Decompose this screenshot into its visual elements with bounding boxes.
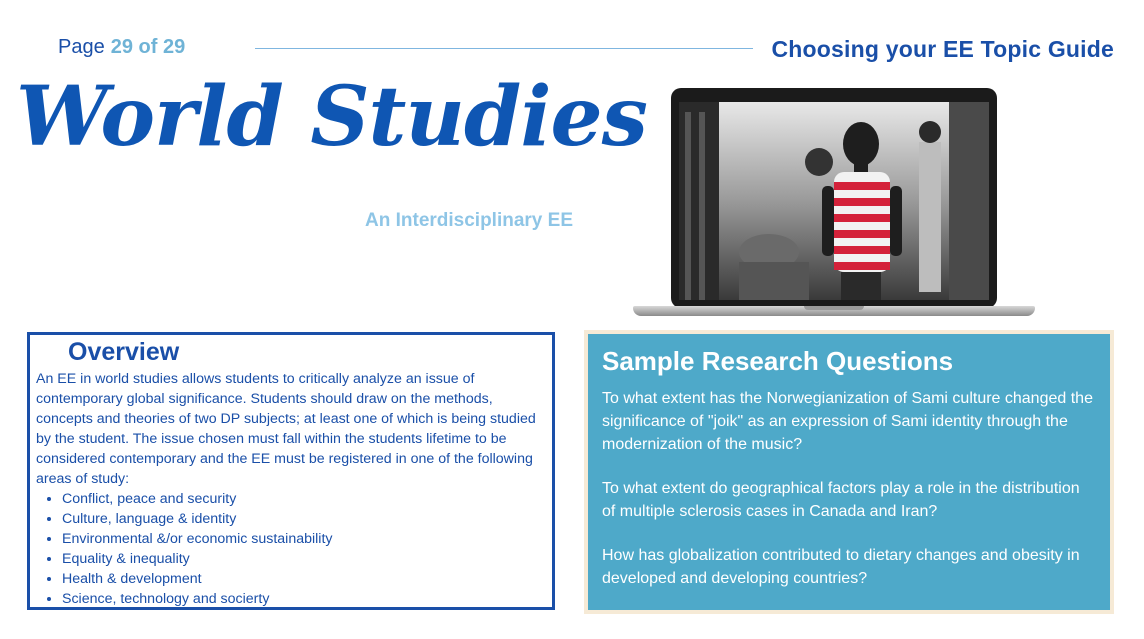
sample-question: To what extent do geographical factors play a role in the distribution of multiple sclerosis cases in Canada and Iran? [602,480,1080,520]
list-item: • Health & development [62,569,546,589]
list-item: • Science, technology and socierty [62,589,546,609]
laptop-screen [671,88,997,308]
page-number: 29 of 29 [110,36,186,58]
sample-questions-panel [588,334,1110,610]
page-subtitle: An Interdisciplinary EE [365,210,573,231]
header-divider [255,48,753,49]
list-item: • Equality & inequality [62,549,546,569]
page-indicator [58,36,185,59]
laptop-notch [804,306,864,310]
child-photo-illustration [679,102,989,300]
list-item: • Conflict, peace and security [62,489,546,509]
page-word: Page [58,36,105,58]
overview-body: An EE in world studies allows students to critically analyze an issue of contemporary global significance. Students should draw on the methods, concepts and theories of two DP subjects; at least one of which is being studied by the student. The issue chosen must fall within the students lifetime to be considered contemporary and the EE must be registered in one of the following areas of study: [36,370,536,487]
sample-question: To what extent has the Norwegianization of Sami culture changed the significance of "joik" as an expression of Sami identity through the modernization of the music? [602,390,1093,453]
guide-title: Choosing your EE Topic Guide [771,36,1114,62]
sample-questions-frame [584,330,1114,614]
list-item: • Culture, language & identity [62,509,546,529]
laptop-image [633,86,1035,322]
sample-questions-heading: Sample Research Questions [602,346,954,376]
child-photo [679,102,989,300]
list-item: • Environmental &/or economic sustainability [62,529,546,549]
overview-box [27,332,555,610]
areas-of-study-list [36,489,546,609]
page-title: World Studies [16,69,647,165]
sample-question: How has globalization contributed to dietary changes and obesity in developed and developing countries? [602,547,1080,587]
overview-heading: Overview [68,338,180,366]
